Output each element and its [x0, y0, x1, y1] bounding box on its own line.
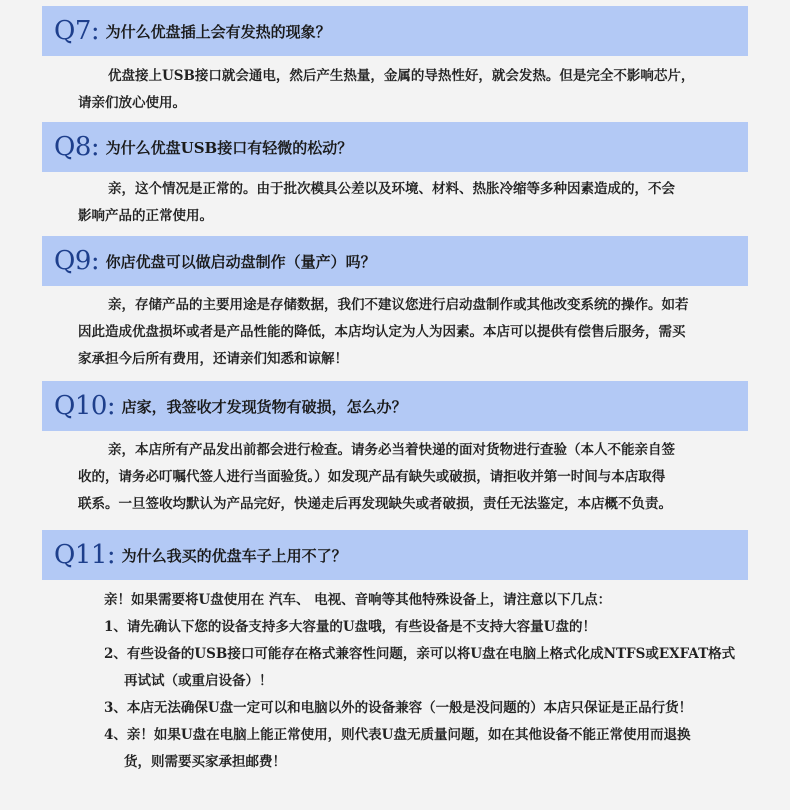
question-text: 为什么优盘USB接口有轻微的松动？	[105, 138, 353, 157]
answer-line: 亲，这个情况是正常的。由于批次模具公差以及环境、材料、热胀冷缩等多种因素造成的，不会	[108, 181, 675, 197]
question-number: Q8	[54, 132, 91, 162]
question-text: 店家，我签收才发现货物有破损，怎么办？	[121, 397, 407, 416]
answer-list-item-3: 3、本店无法确保U盘一定可以和电脑以外的设备兼容（一般是没问题的）本店只保证是正品行货！	[104, 700, 693, 716]
answer-line: 亲，存储产品的主要用途是存储数据，我们不建议您进行启动盘制作或其他改变系统的操作。如若	[108, 297, 689, 313]
question-colon: :	[90, 132, 100, 162]
question-colon: :	[106, 391, 116, 421]
faq-q9-answer	[78, 292, 756, 373]
question-number: Q9	[54, 246, 91, 276]
question-number: Q10	[54, 391, 107, 421]
answer-line: 请亲们放心使用。	[78, 95, 186, 111]
faq-q10-header	[42, 381, 748, 431]
answer-list-item-2: 2、有些设备的USB接口可能存在格式兼容性问题，亲可以将U盘在电脑上格式化成NTFS或EXFAT格式	[104, 646, 736, 662]
faq-q11-header	[42, 530, 748, 580]
answer-list-item-1: 1、请先确认下您的设备支持多大容量的U盘哦，有些设备是不支持大容量U盘的！	[104, 619, 596, 635]
answer-line: 家承担今后所有费用，还请亲们知悉和谅解！	[78, 351, 348, 367]
question-text: 为什么我买的优盘车子上用不了？	[121, 546, 347, 565]
answer-line: 联系。一旦签收均默认为产品完好，快递走后再发现缺失或者破损，责任无法鉴定，本店概不负责。	[78, 496, 672, 512]
question-colon: :	[90, 16, 100, 46]
faq-q8-answer	[78, 176, 756, 230]
answer-list-item-4: 4、亲！如果U盘在电脑上能正常使用，则代表U盘无质量问题，如在其他设备不能正常使用而退换	[104, 727, 691, 743]
answer-line: 收的，请务必叮嘱代签人进行当面验货。）如发现产品有缺失或破损，请拒收并第一时间与本店取得	[78, 469, 666, 485]
question-colon: :	[106, 540, 116, 570]
answer-line: 亲，本店所有产品发出前都会进行检查。请务必当着快递的面对货物进行查验（本人不能亲自签	[108, 442, 675, 458]
question-number: Q11	[54, 540, 107, 570]
answer-intro: 亲！如果需要将U盘使用在 汽车、 电视、音响等其他特殊设备上，请注意以下几点：	[104, 592, 612, 608]
faq-q7-answer	[78, 63, 756, 117]
question-text: 为什么优盘插上会有发热的现象？	[105, 22, 331, 41]
faq-q9-header	[42, 236, 748, 286]
answer-line: 影响产品的正常使用。	[78, 208, 213, 224]
question-number: Q7	[54, 16, 91, 46]
faq-q7-header	[42, 6, 748, 56]
answer-line: 优盘接上USB接口就会通电，然后产生热量，金属的导热性好，就会发热。但是完全不影响芯片，	[108, 68, 695, 84]
answer-list-item-2-cont: 再试试（或重启设备）！	[124, 673, 273, 689]
question-text: 你店优盘可以做启动盘制作（量产）吗？	[105, 252, 376, 271]
faq-q11-answer	[80, 587, 758, 776]
answer-line: 因此造成优盘损坏或者是产品性能的降低，本店均认定为人为因素。本店可以提供有偿售后服务，需买	[78, 324, 686, 340]
question-colon: :	[90, 246, 100, 276]
faq-q10-answer	[78, 437, 756, 518]
faq-q8-header	[42, 122, 748, 172]
answer-list-item-4-cont: 货，则需要买家承担邮费！	[124, 754, 286, 770]
